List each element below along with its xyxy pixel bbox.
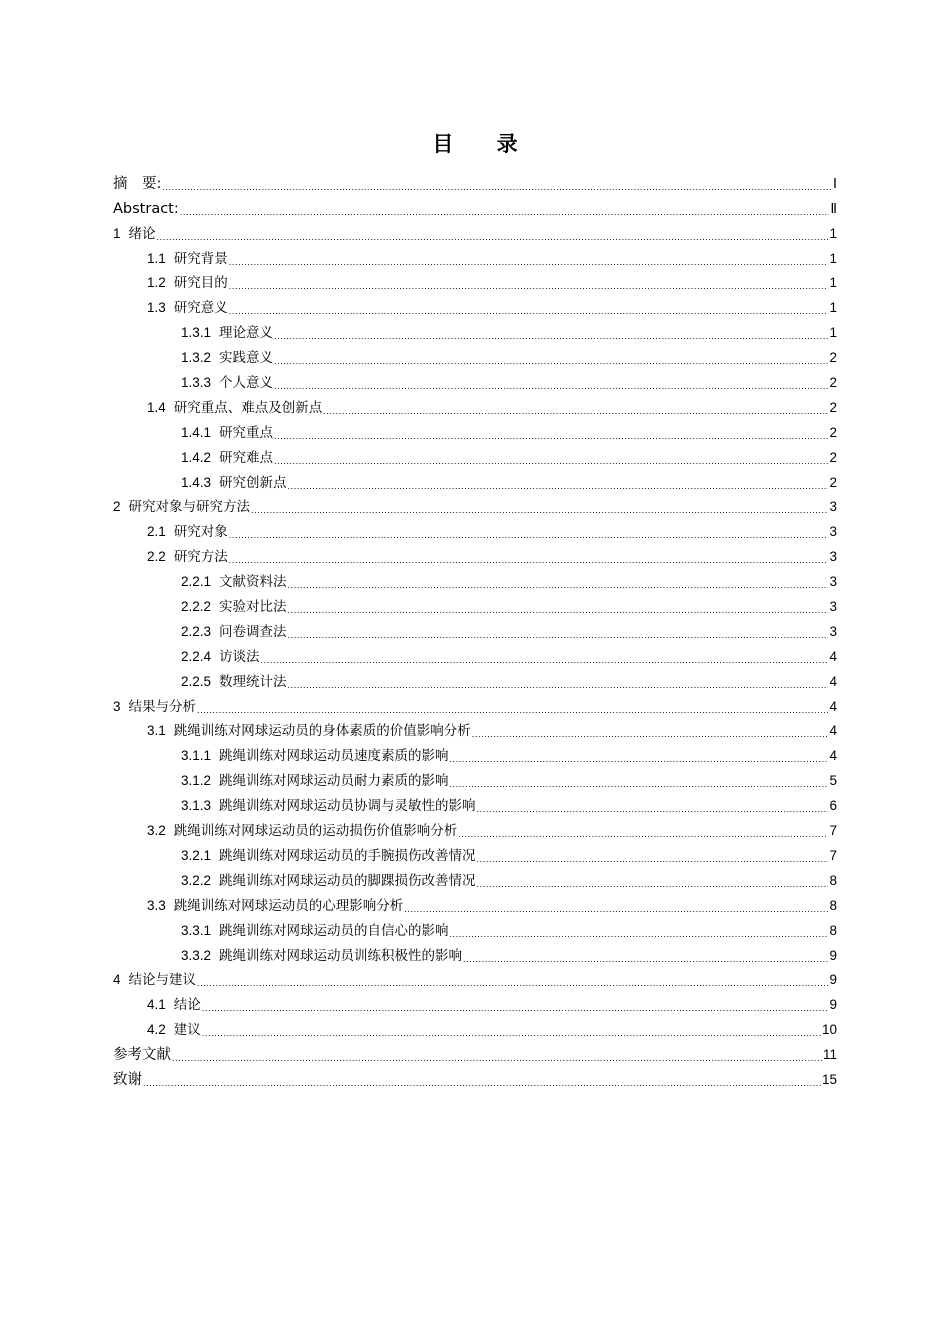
toc-entry-page-number: 3 xyxy=(829,499,837,515)
toc-entry[interactable] xyxy=(113,516,837,541)
toc-dot-leader xyxy=(463,947,828,965)
toc-entry-title: 跳绳训练对网球运动员的运动损伤价值影响分析 xyxy=(173,823,458,840)
toc-entry-page-number: 6 xyxy=(829,798,837,814)
toc-dot-leader xyxy=(450,747,829,765)
toc-entry-page-number: 15 xyxy=(821,1071,837,1087)
toc-entry-page-number: 1 xyxy=(829,275,837,291)
toc-entry-page-number: 2 xyxy=(829,474,837,490)
toc-entry[interactable] xyxy=(113,865,837,890)
toc-entry[interactable] xyxy=(113,940,837,965)
toc-entry[interactable] xyxy=(113,840,837,865)
toc-entry-number: 2.2.4 xyxy=(181,648,212,664)
toc-dot-leader xyxy=(472,722,829,740)
toc-entry-title: 结论与建议 xyxy=(128,972,197,989)
toc-entry-number: 2.2.1 xyxy=(181,574,212,590)
toc-dot-leader xyxy=(202,1021,821,1039)
toc-dot-leader xyxy=(288,573,829,591)
toc-entry[interactable] xyxy=(113,989,837,1014)
toc-entry-page-number: 8 xyxy=(829,872,837,888)
toc-entry-title: 个人意义 xyxy=(219,375,274,392)
toc-entry-number: 3.3 xyxy=(147,897,166,913)
toc-entry-title: 跳绳训练对网球运动员的心理影响分析 xyxy=(173,897,404,914)
toc-entry-number: 2 xyxy=(113,499,121,515)
toc-entry-title: 跳绳训练对网球运动员的手腕损伤改善情况 xyxy=(219,847,476,864)
toc-entry-number: 1.2 xyxy=(147,275,166,291)
toc-dot-leader xyxy=(274,374,828,392)
toc-entry-number: 3 xyxy=(113,698,121,714)
toc-entry-number: 1.4 xyxy=(147,399,166,415)
toc-title: 目 录 xyxy=(432,132,536,156)
toc-entry-page-number: 2 xyxy=(829,399,837,415)
toc-dot-leader xyxy=(477,797,829,815)
toc-entry-page-number: 1 xyxy=(829,300,837,316)
toc-dot-leader xyxy=(274,449,828,467)
toc-entry[interactable] xyxy=(113,193,837,218)
toc-entry-page-number: 2 xyxy=(829,350,837,366)
toc-dot-leader xyxy=(229,299,829,317)
toc-dot-leader xyxy=(261,648,829,666)
toc-entry-page-number: 5 xyxy=(829,773,837,789)
toc-dot-leader xyxy=(197,698,828,716)
toc-entry[interactable] xyxy=(113,168,837,193)
toc-entry-page-number: 2 xyxy=(829,449,837,465)
toc-entry[interactable] xyxy=(113,641,837,666)
toc-entry-page-number: 4 xyxy=(829,673,837,689)
toc-entry-title: 跳绳训练对网球运动员速度素质的影响 xyxy=(219,748,449,765)
toc-entry[interactable] xyxy=(113,566,837,591)
toc-entry-number: 3.1.3 xyxy=(181,798,212,814)
toc-entry-title: 跳绳训练对网球运动员的自信心的影响 xyxy=(219,922,449,939)
toc-entry[interactable] xyxy=(113,442,837,467)
toc-entry-title: 致谢 xyxy=(113,1071,142,1088)
toc-entry-page-number: 3 xyxy=(829,599,837,615)
toc-entry-number: 4.1 xyxy=(147,997,166,1013)
toc-entry-title: 跳绳训练对网球运动员训练积极性的影响 xyxy=(219,947,463,964)
toc-entry-title: 实践意义 xyxy=(219,350,274,367)
toc-dot-leader xyxy=(202,996,829,1014)
toc-entry-page-number: 10 xyxy=(821,1022,837,1038)
toc-entry-number: 1.3.1 xyxy=(181,325,212,341)
toc-entry-title: 研究难点 xyxy=(219,449,274,466)
toc-entry-number: 1.4.1 xyxy=(181,424,212,440)
toc-entry[interactable] xyxy=(113,492,837,517)
toc-entry-title: 访谈法 xyxy=(219,648,260,665)
toc-entry-page-number: 1 xyxy=(829,325,837,341)
toc-dot-leader xyxy=(229,523,829,541)
toc-dot-leader xyxy=(458,822,828,840)
toc-entry-page-number: 3 xyxy=(829,623,837,639)
toc-dot-leader xyxy=(197,971,828,989)
toc-entry-number: 3.1.1 xyxy=(181,748,212,764)
toc-entry[interactable] xyxy=(113,1039,837,1064)
toc-entry-page-number: 4 xyxy=(829,723,837,739)
toc-dot-leader xyxy=(404,897,828,915)
toc-dot-leader xyxy=(229,250,829,268)
toc-entry-page-number: 4 xyxy=(829,698,837,714)
toc-entry-title: 研究对象 xyxy=(173,524,228,541)
toc-entry-title: 研究目的 xyxy=(173,275,228,292)
toc-entry-number: 2.2 xyxy=(147,549,166,565)
toc-dot-leader xyxy=(288,598,829,616)
toc-entry-number: 2.2.3 xyxy=(181,623,212,639)
toc-entry-title: 研究背景 xyxy=(173,250,228,267)
toc-entry[interactable] xyxy=(113,915,837,940)
toc-entry[interactable] xyxy=(113,965,837,990)
toc-entry-number: 1.3.2 xyxy=(181,350,212,366)
toc-dot-leader xyxy=(288,673,829,691)
toc-dot-leader xyxy=(274,424,828,442)
toc-entry-number: 1.4.2 xyxy=(181,449,212,465)
toc-entry-title: 数理统计法 xyxy=(219,673,287,690)
toc-entry-number: 1.3 xyxy=(147,300,166,316)
toc-dot-leader xyxy=(162,175,832,193)
toc-entry-title: 研究对象与研究方法 xyxy=(128,499,251,516)
toc-entry[interactable] xyxy=(113,392,837,417)
toc-entry[interactable] xyxy=(113,268,837,293)
toc-entry-number: 3.3.1 xyxy=(181,922,212,938)
toc-dot-leader xyxy=(323,399,828,417)
toc-entry[interactable] xyxy=(113,541,837,566)
toc-dot-leader xyxy=(450,922,829,940)
toc-dot-leader xyxy=(229,274,829,292)
toc-dot-leader xyxy=(288,623,829,641)
toc-dot-leader xyxy=(157,225,829,243)
toc-dot-leader xyxy=(477,847,829,865)
toc-entry-page-number: 9 xyxy=(829,997,837,1013)
toc-entry-page-number: 2 xyxy=(829,375,837,391)
toc-dot-leader xyxy=(477,872,829,890)
toc-entry-page-number: 2 xyxy=(829,424,837,440)
toc-entry[interactable] xyxy=(113,317,837,342)
toc-entry-page-number: 7 xyxy=(829,847,837,863)
toc-entry[interactable] xyxy=(113,218,837,243)
toc-entry[interactable] xyxy=(113,740,837,765)
toc-entry-number: 3.1.2 xyxy=(181,773,212,789)
toc-entry-number: 4 xyxy=(113,972,121,988)
toc-entry-title: 绪论 xyxy=(128,225,156,242)
toc-entry[interactable] xyxy=(113,1014,837,1039)
toc-entry-title: 研究重点、难点及创新点 xyxy=(173,399,323,416)
toc-entry[interactable] xyxy=(113,467,837,492)
table-of-contents xyxy=(113,168,837,1089)
toc-dot-leader xyxy=(288,474,829,492)
toc-entry-number: 2.2.5 xyxy=(181,673,212,689)
toc-dot-leader xyxy=(274,324,828,342)
toc-entry-number: 1.4.3 xyxy=(181,474,212,490)
toc-entry[interactable] xyxy=(113,616,837,641)
toc-entry[interactable] xyxy=(113,367,837,392)
toc-entry[interactable] xyxy=(113,591,837,616)
toc-entry-page-number: Ⅱ xyxy=(830,200,837,216)
toc-entry-page-number: 4 xyxy=(829,648,837,664)
toc-entry-page-number: 3 xyxy=(829,524,837,540)
toc-entry-title: 结果与分析 xyxy=(128,698,197,715)
toc-entry[interactable] xyxy=(113,292,837,317)
toc-dot-leader xyxy=(143,1071,821,1089)
toc-entry-page-number: 8 xyxy=(829,922,837,938)
toc-entry-title: 文献资料法 xyxy=(219,574,287,591)
toc-entry-number: 3.2.2 xyxy=(181,872,212,888)
toc-entry-title: 研究重点 xyxy=(219,424,274,441)
toc-entry[interactable] xyxy=(113,342,837,367)
toc-entry-page-number: 8 xyxy=(829,897,837,913)
toc-entry-title: 研究意义 xyxy=(173,300,228,317)
toc-entry-title: 跳绳训练对网球运动员的身体素质的价值影响分析 xyxy=(173,723,471,740)
toc-entry-number: 3.3.2 xyxy=(181,947,212,963)
toc-dot-leader xyxy=(274,349,828,367)
toc-entry-title: 跳绳训练对网球运动员协调与灵敏性的影响 xyxy=(219,798,476,815)
toc-entry[interactable] xyxy=(113,790,837,815)
toc-entry-title: 研究方法 xyxy=(173,549,228,566)
toc-entry-page-number: Ⅰ xyxy=(833,175,837,191)
toc-dot-leader xyxy=(172,1046,822,1064)
toc-dot-leader xyxy=(229,548,829,566)
toc-entry-title: 跳绳训练对网球运动员耐力素质的影响 xyxy=(219,773,449,790)
toc-entry-title: 实验对比法 xyxy=(219,599,287,616)
toc-dot-leader xyxy=(180,200,830,218)
toc-entry[interactable] xyxy=(113,765,837,790)
toc-entry-number: 3.2 xyxy=(147,823,166,839)
toc-entry[interactable] xyxy=(113,666,837,691)
toc-entry[interactable] xyxy=(113,417,837,442)
toc-entry-page-number: 9 xyxy=(829,972,837,988)
toc-entry-number: 3.2.1 xyxy=(181,847,212,863)
toc-entry-number: 2.2.2 xyxy=(181,599,212,615)
toc-entry-number: 1.3.3 xyxy=(181,375,212,391)
toc-entry-page-number: 1 xyxy=(829,225,837,241)
toc-entry-title: 建议 xyxy=(173,1022,201,1039)
toc-entry-title: 理论意义 xyxy=(219,325,274,342)
toc-entry-number: 1 xyxy=(113,225,121,241)
toc-entry[interactable] xyxy=(113,243,837,268)
toc-entry-page-number: 11 xyxy=(822,1047,837,1063)
toc-entry-title: 结论 xyxy=(173,997,201,1014)
toc-entry-number: 1.1 xyxy=(147,250,166,266)
toc-entry-page-number: 3 xyxy=(829,549,837,565)
toc-entry[interactable] xyxy=(113,890,837,915)
toc-entry-title: 摘 要: xyxy=(113,175,162,192)
toc-dot-leader xyxy=(251,498,828,516)
toc-entry-page-number: 3 xyxy=(829,574,837,590)
toc-dot-leader xyxy=(450,772,829,790)
toc-entry-page-number: 4 xyxy=(829,748,837,764)
toc-entry[interactable] xyxy=(113,716,837,741)
toc-entry[interactable] xyxy=(113,815,837,840)
toc-entry-title: 研究创新点 xyxy=(219,474,287,491)
toc-entry-page-number: 1 xyxy=(829,250,837,266)
toc-entry-number: 2.1 xyxy=(147,524,166,540)
toc-entry-number: 3.1 xyxy=(147,723,166,739)
toc-entry-page-number: 9 xyxy=(829,947,837,963)
toc-entry-title: 跳绳训练对网球运动员的脚踝损伤改善情况 xyxy=(219,872,476,889)
toc-entry[interactable] xyxy=(113,1064,837,1089)
toc-entry-page-number: 7 xyxy=(829,823,837,839)
toc-entry[interactable] xyxy=(113,691,837,716)
toc-entry-number: 4.2 xyxy=(147,1022,166,1038)
toc-entry-title: Abstract: xyxy=(113,200,179,217)
toc-entry-title: 问卷调查法 xyxy=(219,623,287,640)
toc-entry-title: 参考文献 xyxy=(113,1047,171,1064)
